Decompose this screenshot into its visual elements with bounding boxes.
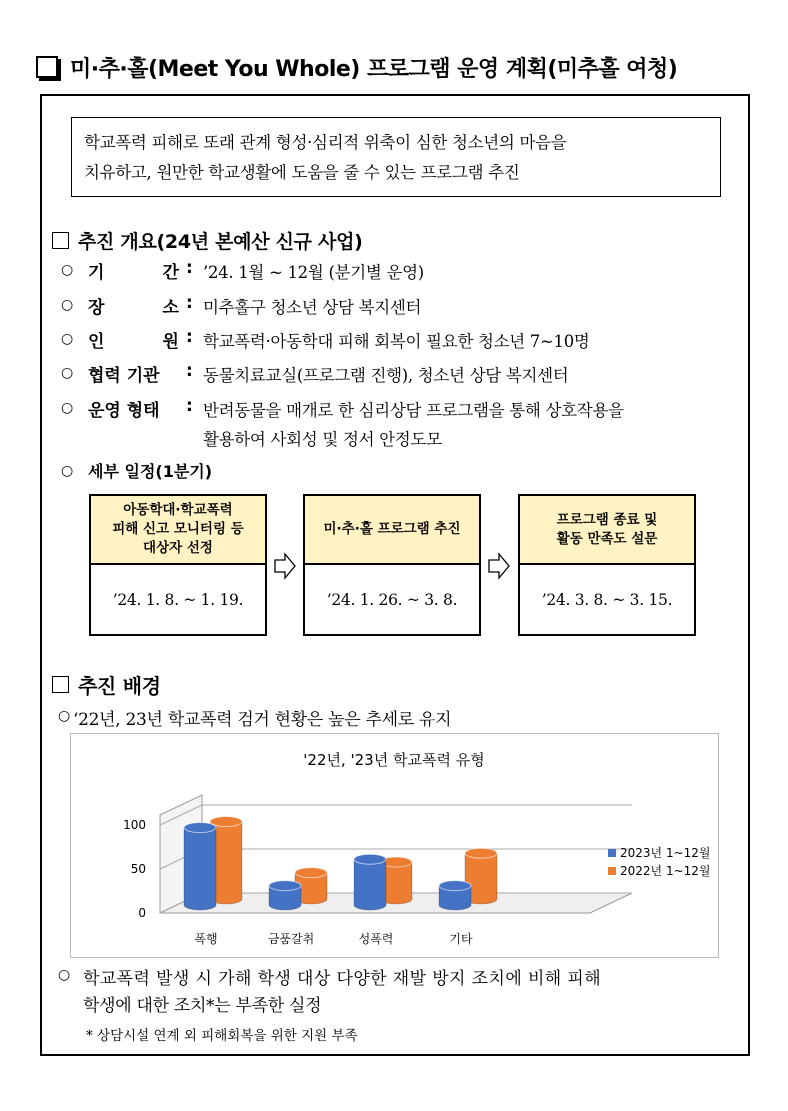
- right-arrow-icon: [487, 552, 511, 580]
- background-point-1: ‘22년, 23년 학교폭력 검거 현황은 높은 추세로 유지: [73, 710, 452, 730]
- bar-2023: [354, 854, 386, 910]
- y-tick-label: 0: [138, 906, 146, 920]
- intro-line-2: 치유하고, 원만한 학교생활에 도움을 줄 수 있는 프로그램 추진: [84, 163, 520, 182]
- colon: :: [186, 293, 193, 313]
- legend-label: 2022년 1~12월: [620, 864, 711, 878]
- value-operation: 반려동물을 매개로 한 심리상담 프로그램을 통해 상호작용을: [203, 401, 624, 420]
- bullet-icon: ○: [61, 400, 74, 416]
- x-tick-label: 성폭력: [358, 932, 394, 946]
- label-people: 인 원: [88, 332, 179, 352]
- step-2-title-line: 미·추·홀 프로그램 추진: [323, 521, 461, 537]
- bar-2023: [184, 823, 216, 910]
- bullet-icon: ○: [61, 297, 74, 313]
- bullet-icon: ○: [58, 708, 71, 724]
- overview-heading: 추진 개요(24년 본예산 신규 사업): [78, 231, 363, 253]
- value-place: 미추홀구 청소년 상담 복지센터: [203, 298, 422, 317]
- colon: :: [186, 327, 193, 347]
- bar-2023: [269, 881, 301, 910]
- colon: :: [186, 258, 193, 278]
- intro-line-1: 학교폭력 피해로 또래 관계 형성·심리적 위축이 심한 청소년의 마음을: [84, 133, 567, 152]
- page-title: 미·추·홀(Meet You Whole) 프로그램 운영 계획(미추홀 여청): [70, 57, 678, 82]
- legend-label: 2023년 1~12월: [620, 846, 711, 860]
- value-partner: 동물치료교실(프로그램 진행), 청소년 상담 복지센터: [203, 366, 569, 385]
- section-square-icon: [52, 676, 69, 693]
- label-partner: 협력 기관: [88, 366, 160, 386]
- right-arrow-icon: [273, 552, 297, 580]
- step-box-3: [518, 494, 696, 636]
- step-3-title: [520, 496, 694, 565]
- x-tick-label: 폭행: [194, 932, 218, 946]
- colon: :: [186, 361, 193, 381]
- bullet-icon: ○: [61, 365, 74, 381]
- step-1-title-line: 아동학대·학교폭력: [123, 502, 233, 518]
- step-box-1: [89, 494, 267, 636]
- bullet-icon: ○: [61, 331, 74, 347]
- background-point-2-line-1: 학교폭력 발생 시 가해 학생 대상 다양한 재발 방지 조치에 비해 피해: [83, 969, 602, 989]
- legend-swatch: [608, 867, 616, 875]
- x-tick-label: 금품갈취: [267, 932, 315, 946]
- label-operation: 운영 형태: [88, 401, 160, 421]
- step-2-date: ’24. 1. 26. ~ 3. 8.: [326, 590, 458, 609]
- section-square-icon: [52, 232, 69, 249]
- schedule-label: 세부 일정(1분기): [88, 462, 213, 481]
- step-1-date: ’24. 1. 8. ~ 1. 19.: [112, 590, 244, 609]
- colon: :: [186, 396, 193, 416]
- bullet-icon: ○: [58, 967, 71, 983]
- title-checkbox-icon: [36, 56, 58, 78]
- background-heading: 추진 배경: [78, 674, 161, 698]
- step-2-title: [305, 496, 479, 565]
- chart-title: '22년, '23년 학교폭력 유형: [303, 751, 485, 769]
- label-place: 장 소: [88, 298, 179, 318]
- legend-swatch: [608, 849, 616, 857]
- y-tick-label: 100: [123, 818, 146, 832]
- y-tick-label: 50: [130, 862, 146, 876]
- step-1-title: [91, 496, 265, 565]
- label-period: 기 간: [88, 263, 179, 283]
- step-1-title-line: 피해 신고 모니터링 등: [112, 521, 244, 537]
- step-1-title-line: 대상자 선정: [143, 540, 213, 556]
- step-box-2: [303, 494, 481, 636]
- x-tick-label: 기타: [449, 932, 473, 946]
- value-operation-cont: 활용하여 사회성 및 정서 안정도모: [203, 430, 442, 449]
- value-period: ’24. 1월 ~ 12월 (분기별 운영): [203, 263, 424, 282]
- step-3-title-line: 활동 만족도 설문: [556, 530, 658, 547]
- step-3-title-line: 프로그램 종료 및: [556, 511, 658, 528]
- intro-box: [71, 117, 721, 197]
- footnote: * 상담시설 연계 외 피해회복을 위한 지원 부족: [86, 1028, 358, 1044]
- value-people: 학교폭력·아동학대 피해 회복이 필요한 청소년 7~10명: [203, 332, 590, 351]
- bullet-icon: ○: [61, 463, 74, 479]
- bar-2023: [439, 881, 471, 910]
- bar-chart: [70, 733, 719, 958]
- step-3-date: ’24. 3. 8. ~ 3. 15.: [541, 590, 673, 609]
- background-point-2-line-2: 학생에 대한 조치*는 부족한 실정: [83, 996, 322, 1016]
- bullet-icon: ○: [61, 262, 74, 278]
